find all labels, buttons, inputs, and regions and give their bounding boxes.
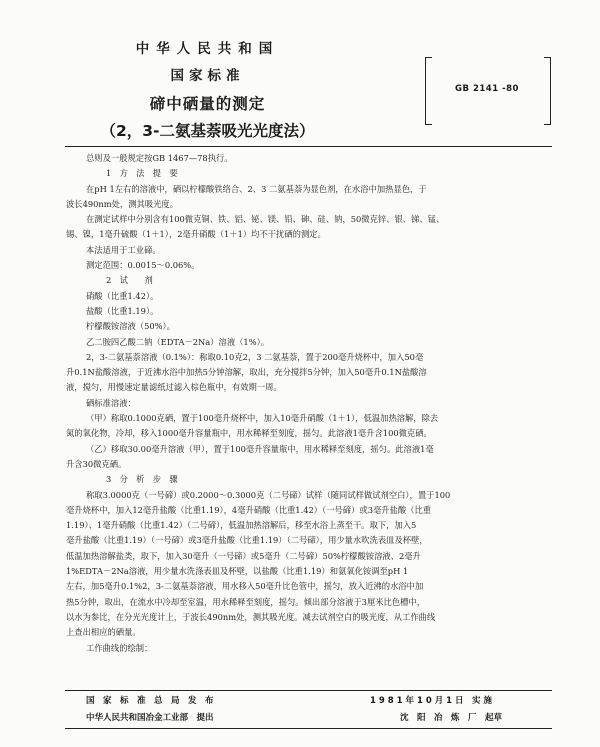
paragraph-line: 本法适用于工业碲。 — [86, 244, 161, 255]
paragraph-line: 测定范围：0.0015～0.06%。 — [86, 260, 200, 271]
paragraph-line: 升0.1N盐酸溶液，于近沸水浴中加热5分钟溶解，取出，充分搅拌5分钟，加入50毫升0.1N盐酸溶 — [66, 367, 427, 378]
paragraph-line: 上查出相应的硒量。 — [66, 627, 141, 638]
paragraph-line: （甲）称取0.1000克硒，置于100毫升烧杯中，加入10毫升硝酸（1＋1），低温加热溶解，除去 — [86, 413, 439, 424]
header-standard-type: 国家标准 — [170, 68, 245, 84]
paragraph-line: 在测定试样中分别含有100微克铜、铁、铝、铋、镁、铅、砷、硅、钠，50微克锌、银、锑、锰、 — [86, 214, 445, 225]
paragraph-line: 升含30微克硒。 — [66, 458, 127, 469]
paragraph-line: 2，3-二氨基萘溶液（0.1%）：称取0.10克2，3 二氨基萘，置于200毫升烧杯中，加入50毫 — [86, 351, 424, 362]
paragraph-line: 柠檬酸铵溶液（50%）。 — [86, 321, 175, 332]
paragraph-line: 热5分钟，取出，在流水中冷却至室温，用水稀释至刻度，摇匀。倾出部分溶液于3厘米比色槽中， — [66, 596, 426, 607]
document-body — [66, 151, 554, 656]
paragraph-line: 乙二胺四乙酸二钠（EDTA－2Na）溶液（1%）。 — [86, 336, 270, 347]
standard-code: GB 2141 -80 — [455, 84, 519, 94]
paragraph-line: （乙）移取30.00毫升溶液（甲），置于100毫升容量瓶中，用水稀释至刻度，摇匀。此溶液1毫 — [86, 443, 434, 454]
footer-divider-bottom — [65, 728, 552, 729]
paragraph-line: 毫升烧杯中，加入12毫升盐酸（比重1.19），4毫升硝酸（比重1.42）（一号碲）或3毫升盐酸（比重 — [66, 504, 432, 515]
paragraph-line: 工作曲线的绘制： — [86, 642, 153, 653]
section-heading: 3 分 析 步 骤 — [106, 474, 178, 485]
header-divider — [65, 146, 552, 147]
document-subtitle: （2，3-二氨基萘吸光光度法） — [100, 122, 315, 140]
footer-divider-top — [65, 690, 552, 691]
footer-drafter: 沈 阳 冶 炼 厂 起草 — [400, 713, 503, 723]
paragraph-line: 低温加热溶解盐类，取下，加入30毫升（一号碲）或5毫升（二号碲）50%柠檬酸铵溶液、2毫升 — [66, 550, 421, 561]
paragraph-line: 毫升盐酸（比重1.19）（一号碲）或3毫升盐酸（比重1.19）（二号碲），用少量水吹洗表皿及杯壁， — [66, 535, 428, 546]
footer-proposer: 中华人民共和国冶金工业部 提出 — [86, 713, 214, 723]
paragraph-line: 硒标准溶液： — [86, 397, 136, 408]
paragraph-line: 波长490nm处，测其吸光度。 — [66, 198, 179, 209]
paragraph-line: 锡、镍，1毫升硫酸（1＋1），2毫升硝酸（1＋1）均不干扰硒的测定。 — [66, 229, 326, 240]
paragraph-line: 总则及一般规定按GB 1467—78执行。 — [86, 153, 233, 163]
header-country: 中华人民共和国 — [135, 41, 280, 57]
footer-effective-date: 1 9 8 1 年 1 0 月 1 日 实 施 — [370, 696, 492, 706]
paragraph-line: 称取3.0000克（一号碲）或0.2000～0.3000克（二号碲）试样（随同试样做试剂空白），置于100 — [86, 489, 451, 500]
document-title: 碲中硒量的测定 — [149, 95, 266, 113]
section-heading: 1 方 法 提 要 — [106, 168, 178, 179]
paragraph-line: 盐酸（比重1.19）。 — [86, 305, 159, 316]
paragraph-line: 在pH 1左右的溶液中，硒以柠檬酸铁络合、2、3 二氨基萘为显色剂，在水浴中加热显色，于 — [86, 183, 427, 194]
paragraph-line: 液，搅匀，用慢速定量滤纸过滤入棕色瓶中，有效期一周。 — [66, 382, 282, 393]
paragraph-line: 硝酸（比重1.42）。 — [86, 290, 159, 301]
paragraph-line: 左右，加5毫升0.1%2，3-二氨基萘溶液，用水移入50毫升比色管中，摇匀，放入近沸的水浴中加 — [66, 581, 424, 592]
paragraph-line: 1%EDTA－2Na溶液，用少量水洗涤表皿及杯壁，以盐酸（比重1.19）和氨氧化铵调至pH 1 — [66, 566, 409, 577]
paragraph-line: 1.19）、1毫升硝酸（比重1.42）（二号碲），低温加热溶解后，移至水浴上蒸至干。取下，加入5 — [66, 520, 417, 531]
paragraph-line: 以水为参比，在分光光度计上，于波长490nm处，测其吸光度。减去试剂空白的吸光度，从工作曲线 — [66, 611, 436, 622]
footer-issuer: 国 家 标 准 总 局 发 布 — [86, 696, 214, 706]
paragraph-line: 氮的氧化物，冷却，移入1000毫升容量瓶中，用水稀释至刻度，摇匀。此溶液1毫升含100微克硒。 — [66, 428, 432, 439]
section-heading: 2 试 剂 — [106, 275, 153, 286]
